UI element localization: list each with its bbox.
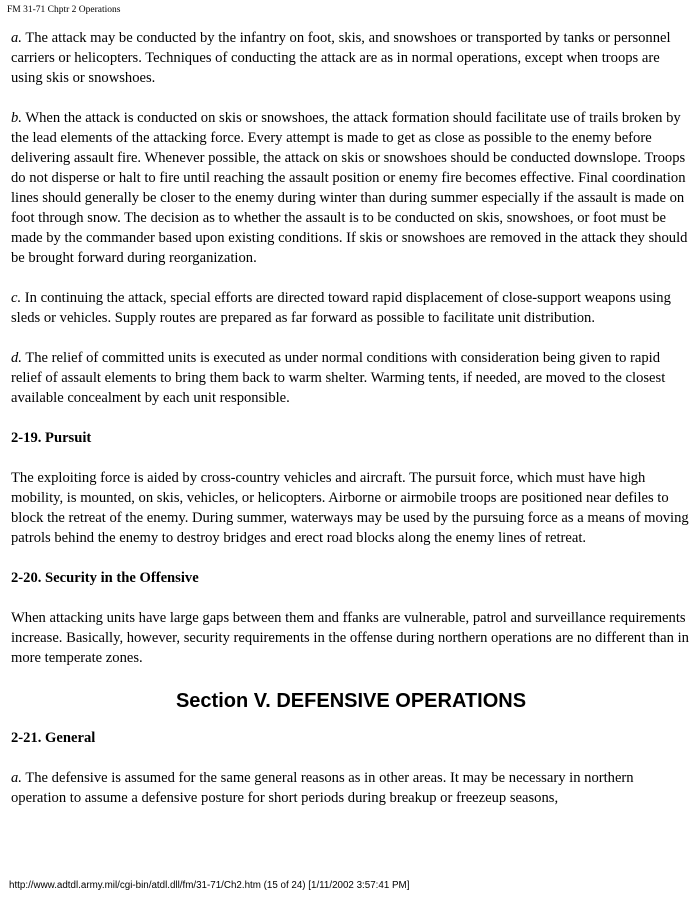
paragraph-text: The defensive is assumed for the same general reasons as in other areas. It may be necessary in northern operation to assume a defensive posture for short periods during breakup or freezeup seasons, [11, 770, 634, 806]
paragraph-general-a [11, 768, 691, 808]
running-header: FM 31-71 Chptr 2 Operations [7, 5, 121, 15]
paragraph-text: In continuing the attack, special efforts are directed toward rapid displacement of close-support weapons using sleds or vehicles. Supply routes are prepared as far forward as possible to facilitate unit distribution. [11, 290, 671, 326]
paragraph-label: a. [11, 30, 22, 46]
paragraph-b-skis-snowshoes [11, 108, 691, 268]
footer-url: http://www.adtdl.army.mil/cgi-bin/atdl.dll/fm/31-71/Ch2.htm (15 of 24) [1/11/2002 3:57:41 PM] [9, 880, 410, 891]
heading-pursuit: 2-19. Pursuit [11, 430, 92, 446]
paragraph-pursuit: The exploiting force is aided by cross-country vehicles and aircraft. The pursuit force, which must have high mobility, is mounted, on skis, vehicles, or helicopters. Airborne or airmobile troops are positioned near defiles to block the retreat of the enemy. During summer, waterways may be used by the pursuing force as a means of moving patrols behind the enemy to destroy bridges and erect road blocks along the enemy lines of retreat. [11, 470, 689, 546]
paragraph-security: When attacking units have large gaps between them and ffanks are vulnerable, patrol and surveillance requirements increase. Basically, however, security requirements in the offense during northern operations are no different than in more temperate zones. [11, 610, 689, 666]
paragraph-text: The attack may be conducted by the infantry on foot, skis, and snowshoes or transported by tanks or personnel carriers or helicopters. Techniques of conducting the attack are as in normal operations, except when troops are using skis or snowshoes. [11, 30, 671, 86]
paragraph-text: When the attack is conducted on skis or snowshoes, the attack formation should facilitate use of trails broken by the lead elements of the attacking force. Every attempt is made to get as close as possible to the enemy before delivering assault fire. Whenever possible, the attack on skis or snowshoes should be conducted downslope. Troops do not disperse or halt to fire until reaching the assault position or enemy fire becomes effective. Final coordination lines should generally be closer to the enemy during winter than during summer especially if the assault is made on foot through snow. The decision as to whether the assault is to be conducted on skis, snowshoes, or foot must be made by the commander based upon existing conditions. If skis or snowshoes are removed in the attack they should be brought forward during reorganization. [11, 110, 688, 266]
section-title: Section V. DEFENSIVE OPERATIONS [175, 690, 527, 712]
heading-general: 2-21. General [11, 730, 96, 746]
paragraph-text: The relief of committed units is executed as under normal conditions with consideration being given to rapid relief of assault elements to bring them back to warm shelter. Warming tents, if needed, are moved to the closest available concealment by each unit responsible. [11, 350, 666, 406]
document-body [11, 28, 691, 828]
paragraph-a-attack [11, 28, 691, 88]
paragraph-d-relief [11, 348, 691, 408]
heading-security-offensive: 2-20. Security in the Offensive [11, 570, 199, 586]
paragraph-label: d. [11, 350, 22, 366]
paragraph-label: b. [11, 110, 22, 126]
paragraph-label: a. [11, 770, 22, 786]
paragraph-label: c. [11, 290, 22, 306]
paragraph-c-continuing-attack [11, 288, 691, 328]
